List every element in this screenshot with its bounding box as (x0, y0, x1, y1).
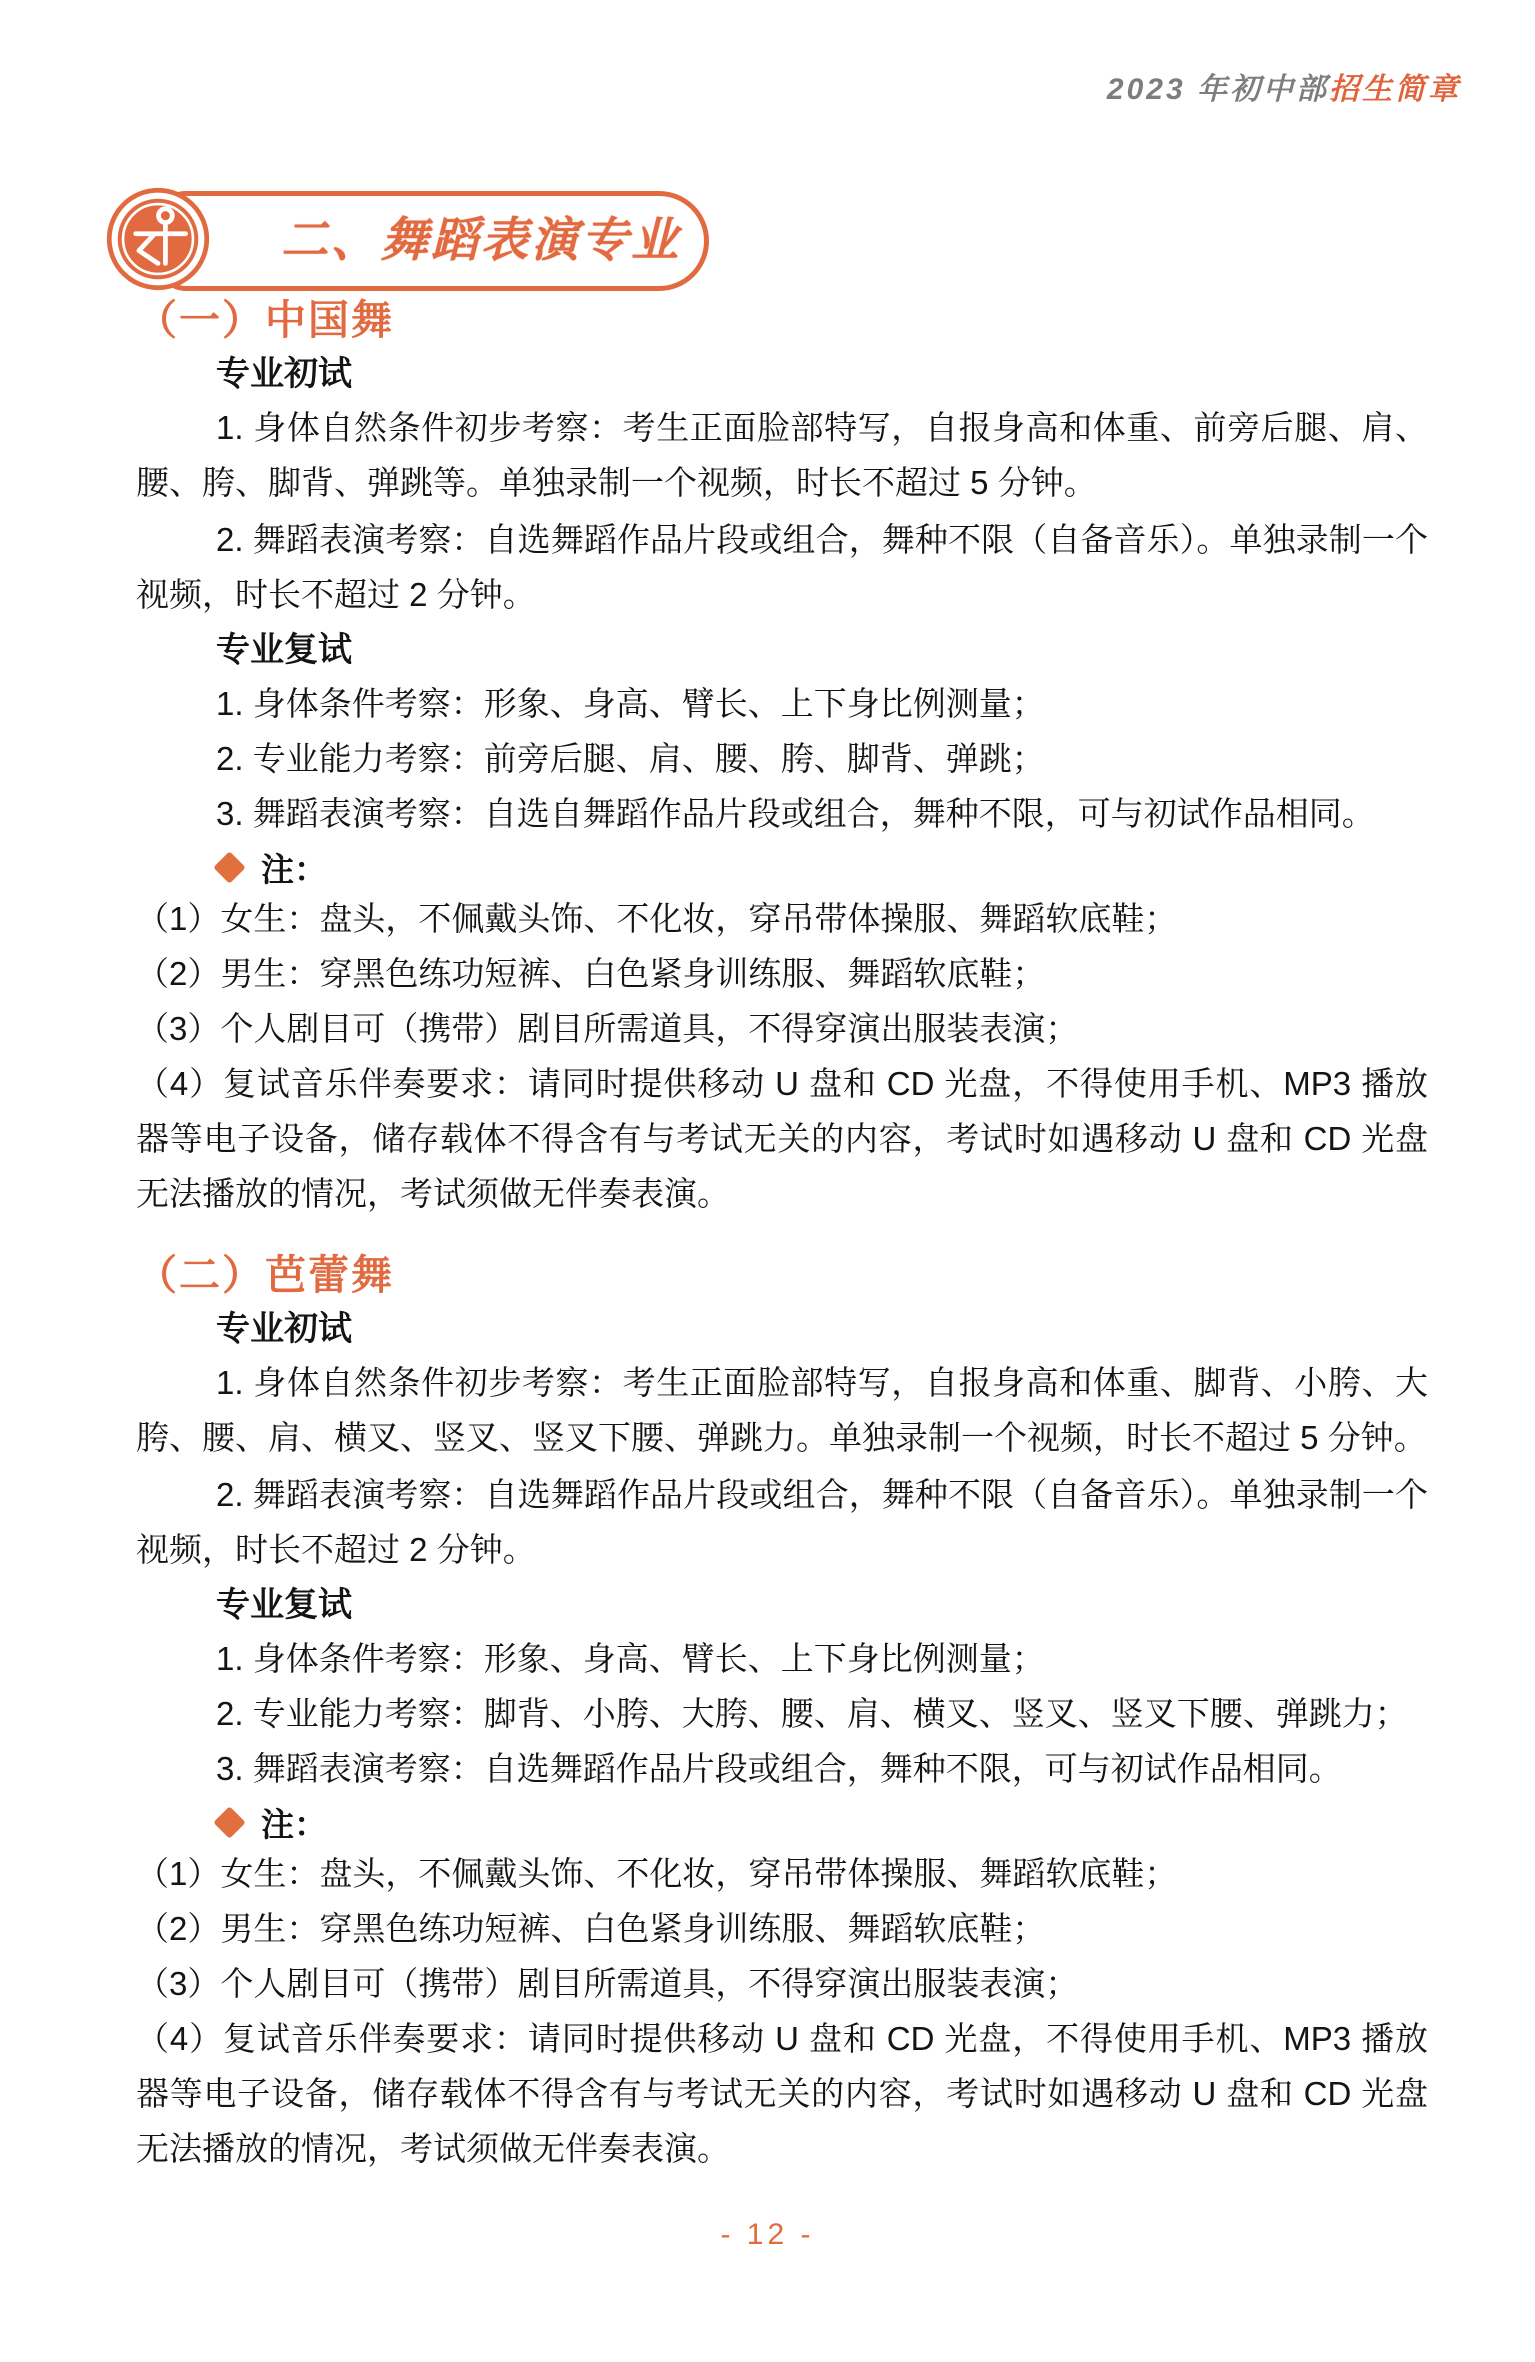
paragraph: 2. 舞蹈表演考察：自选舞蹈作品片段或组合，舞种不限（自备音乐）。单独录制一个视频，时长不超过 2 分钟。 (136, 521, 1428, 613)
header-title-orange: 招生简章 (1329, 73, 1461, 106)
section-1-second-test-subheading: 专业复试 (216, 631, 352, 669)
list-item: 1. 身体条件考察：形象、身高、臂长、上下身比例测量； (216, 1640, 1045, 1677)
paragraph: 1. 身体自然条件初步考察：考生正面脸部特写，自报身高和体重、前旁后腿、肩、腰、胯、脚背、弹跳等。单独录制一个视频，时长不超过 5 分钟。 (136, 409, 1428, 501)
note-item: （3）个人剧目可（携带）剧目所需道具，不得穿演出服装表演； (136, 1965, 1079, 2002)
section-1-first-test-subheading: 专业初试 (216, 355, 352, 393)
banner-title: 二、舞蹈表演专业 (281, 212, 681, 266)
note-item: （2）男生：穿黑色练功短裤、白色紧身训练服、舞蹈软底鞋； (136, 955, 1046, 992)
list-item: 1. 身体条件考察：形象、身高、臂长、上下身比例测量； (216, 685, 1045, 722)
list-item: 2. 专业能力考察：脚背、小胯、大胯、腰、肩、横叉、竖叉、竖叉下腰、弹跳力； (216, 1695, 1408, 1732)
paragraph: 2. 舞蹈表演考察：自选舞蹈作品片段或组合，舞种不限（自备音乐）。单独录制一个视频，时长不超过 2 分钟。 (136, 1476, 1428, 1568)
list-item: 2. 专业能力考察：前旁后腿、肩、腰、胯、脚背、弹跳； (216, 740, 1045, 777)
note-label: 注： (261, 850, 327, 888)
diamond-bullet-icon (213, 1806, 246, 1839)
note-item: （1）女生：盘头，不佩戴头饰、不化妆，穿吊带体操服、舞蹈软底鞋； (136, 1855, 1178, 1892)
note-item: （4）复试音乐伴奏要求：请同时提供移动 U 盘和 CD 光盘，不得使用手机、MP3 播放器等电子设备，储存载体不得含有与考试无关的内容，考试时如遇移动 U 盘和 CD 光盘无法播放的情况，考试须做无伴奏表演。 (136, 1065, 1428, 1212)
note-item: （4）复试音乐伴奏要求：请同时提供移动 U 盘和 CD 光盘，不得使用手机、MP3 播放器等电子设备，储存载体不得含有与考试无关的内容，考试时如遇移动 U 盘和 CD 光盘无法播放的情况，考试须做无伴奏表演。 (136, 2020, 1428, 2167)
running-header (1107, 64, 1461, 108)
section-2-second-test-subheading: 专业复试 (216, 1586, 352, 1624)
section-2-first-test-subheading: 专业初试 (216, 1310, 352, 1348)
dancer-icon (103, 186, 213, 292)
list-item: 3. 舞蹈表演考察：自选自舞蹈作品片段或组合，舞种不限，可与初试作品相同。 (216, 795, 1375, 832)
section-banner (103, 186, 723, 294)
diamond-bullet-icon (213, 851, 246, 884)
paragraph: 1. 身体自然条件初步考察：考生正面脸部特写，自报身高和体重、脚背、小胯、大胯、腰、肩、横叉、竖叉、竖叉下腰、弹跳力。单独录制一个视频，时长不超过 5 分钟。 (136, 1364, 1428, 1456)
list-item: 3. 舞蹈表演考察：自选舞蹈作品片段或组合，舞种不限，可与初试作品相同。 (216, 1750, 1342, 1787)
note-heading-row (218, 843, 1428, 891)
content (136, 296, 1428, 2176)
note-item: （1）女生：盘头，不佩戴头饰、不化妆，穿吊带体操服、舞蹈软底鞋； (136, 900, 1178, 937)
note-item: （2）男生：穿黑色练功短裤、白色紧身训练服、舞蹈软底鞋； (136, 1910, 1046, 1947)
page-number: - 12 - (720, 2218, 815, 2251)
section-2-heading: （二）芭蕾舞 (136, 1252, 394, 1298)
header-title-gray: 2023 年初中部 (1106, 73, 1329, 106)
section-1-heading: （一）中国舞 (136, 297, 394, 343)
note-label: 注： (261, 1805, 327, 1843)
note-item: （3）个人剧目可（携带）剧目所需道具，不得穿演出服装表演； (136, 1010, 1079, 1047)
note-heading-row (218, 1798, 1428, 1846)
